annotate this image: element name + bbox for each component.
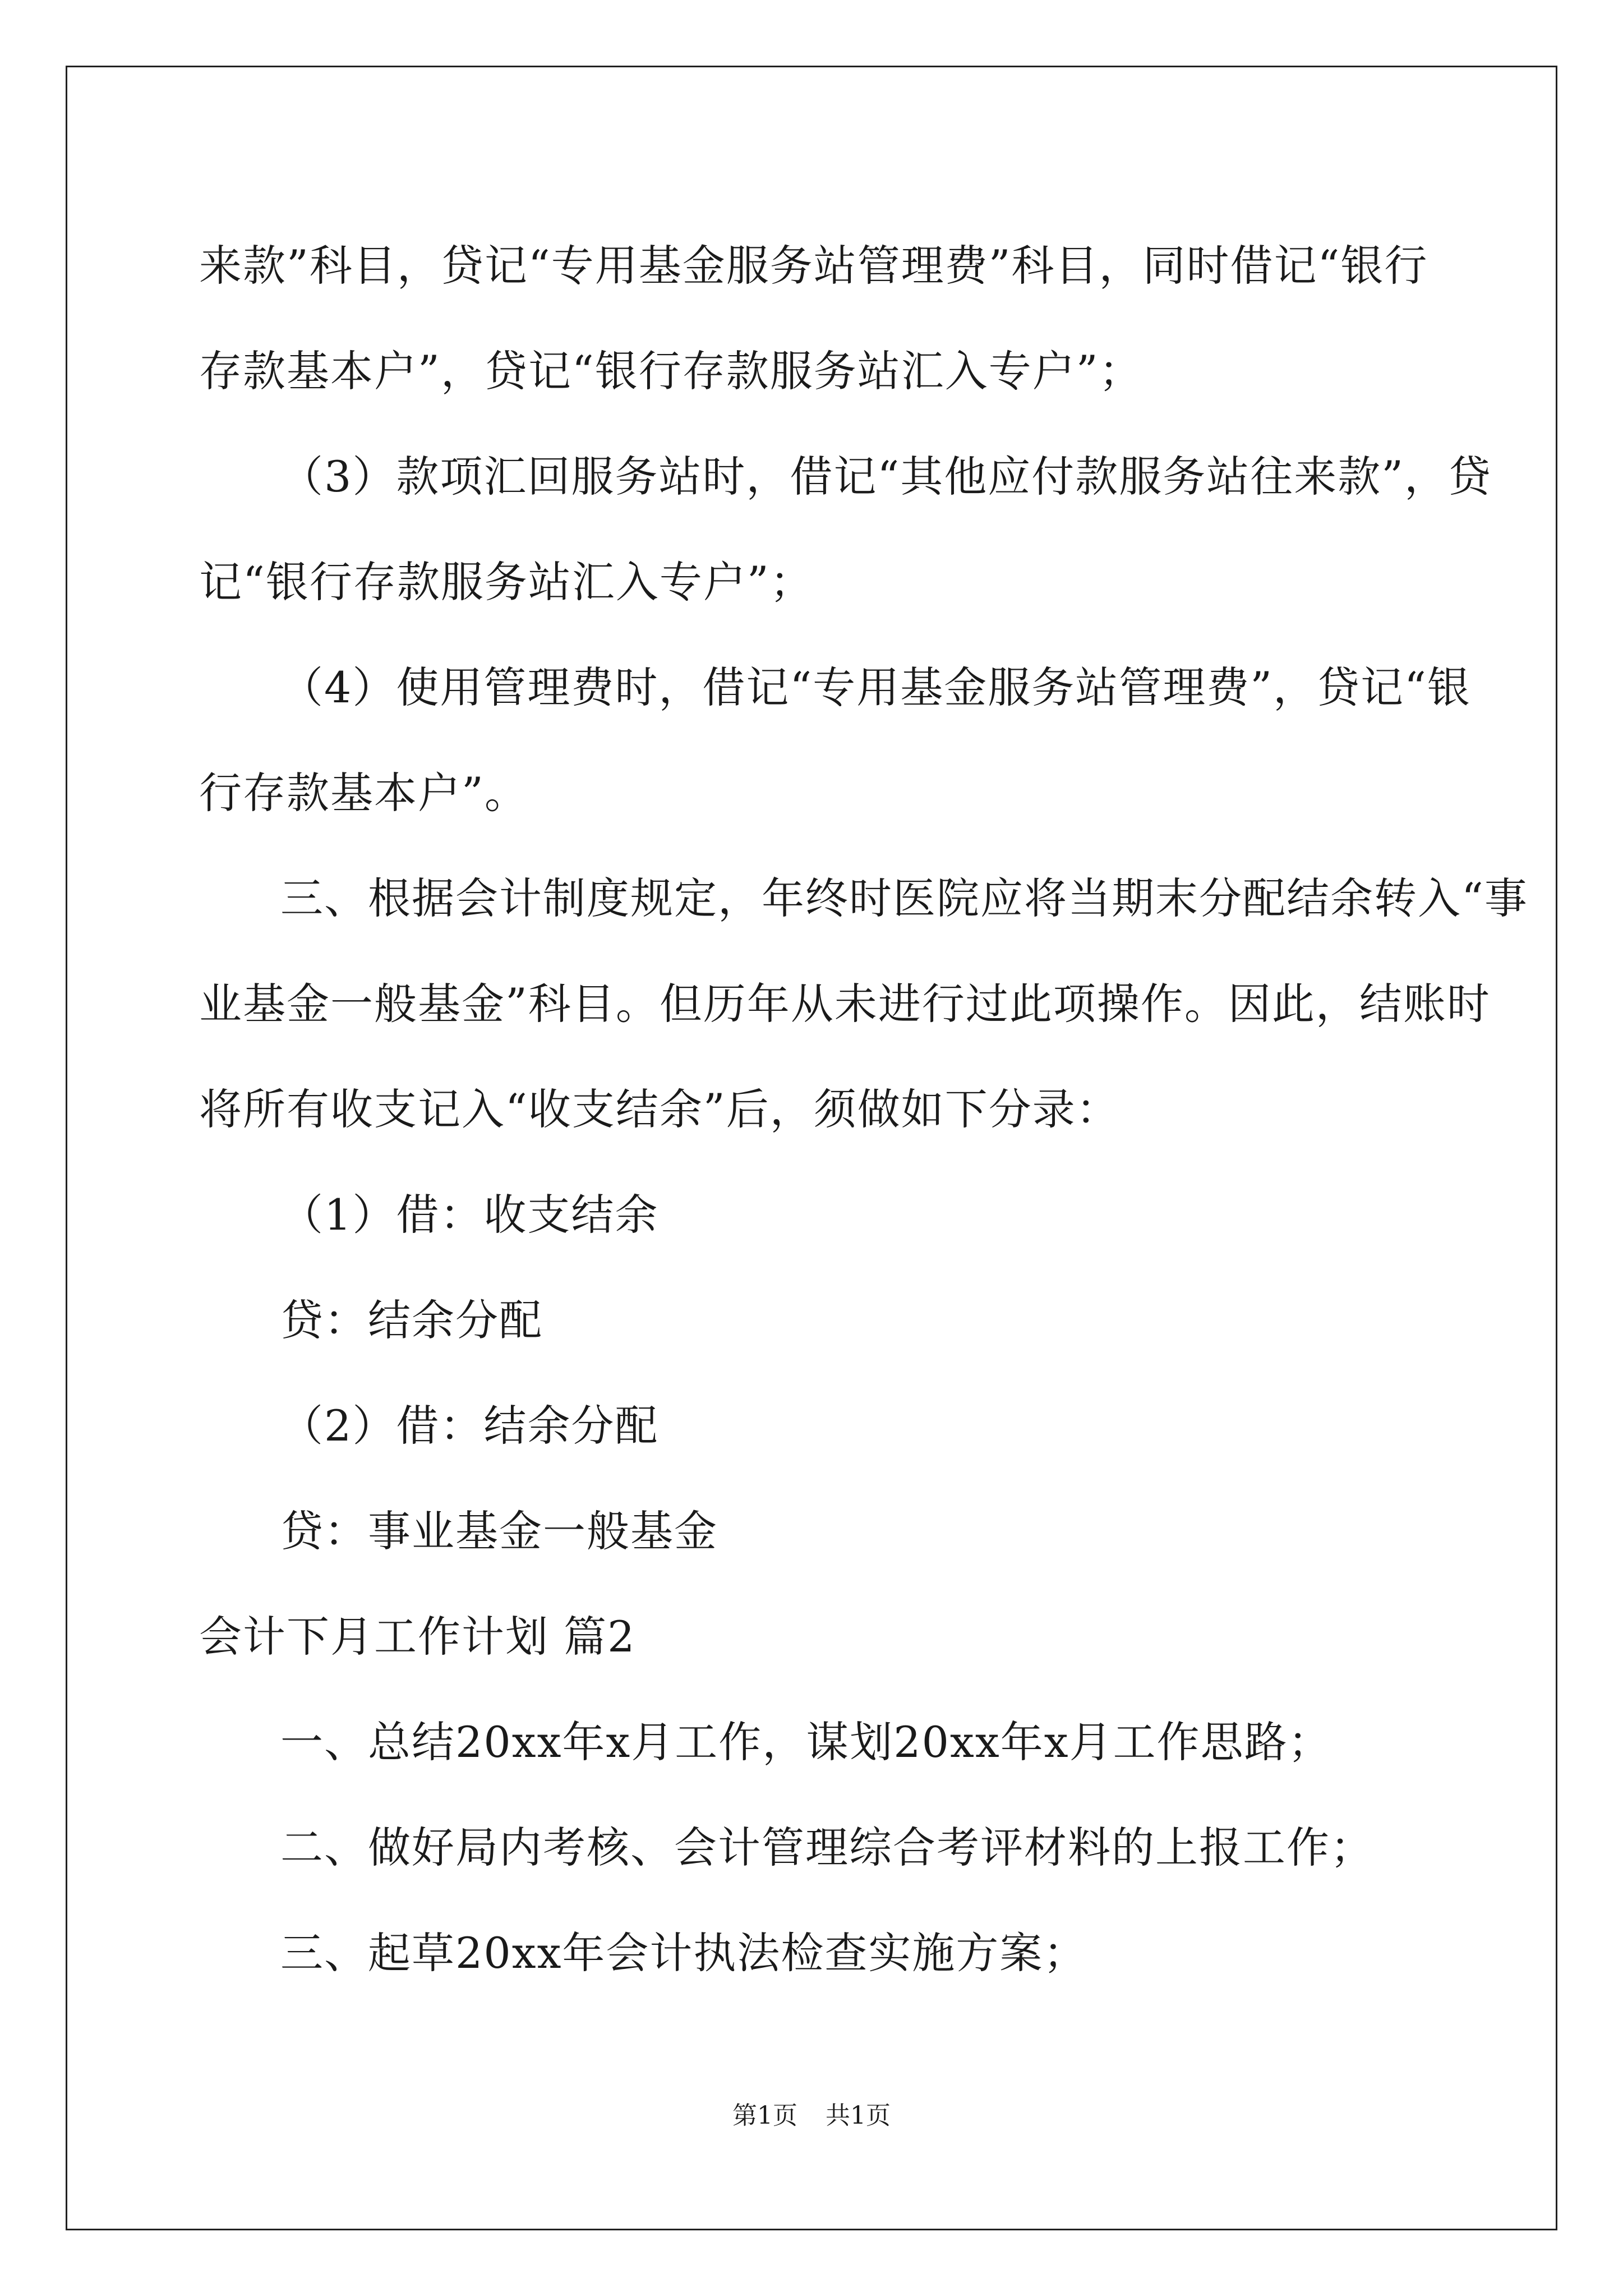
page-footer — [0, 2099, 1623, 2133]
document-body — [199, 213, 1528, 2006]
text-line-2: 存款基本户”，贷记“银行存款服务站汇入专户”； — [199, 346, 1143, 396]
page-number: 第1页 — [732, 2101, 797, 2130]
text-line-15: 一、总结20xx年x月工作，谋划20xx年x月工作思路； — [280, 1717, 1332, 1767]
text-line-6: 行存款基本户”。 — [199, 768, 528, 818]
text-line-8: 业基金一般基金”科目。但历年从未进行过此项操作。因此，结账时 — [199, 979, 1491, 1029]
text-line-10: （1）借：收支结余 — [280, 1190, 659, 1240]
text-line-4: 记“银行存款服务站汇入专户”； — [199, 557, 814, 607]
text-line-3: （3）款项汇回服务站时，借记“其他应付款服务站往来款”，贷 — [280, 452, 1492, 501]
text-line-5: （4）使用管理费时，借记“专用基金服务站管理费”，贷记“银 — [280, 662, 1471, 712]
text-line-7: 三、根据会计制度规定，年终时医院应将当期末分配结余转入“事 — [280, 873, 1528, 923]
section-heading: 会计下月工作计划 篇2 — [199, 1612, 636, 1662]
page-count: 共1页 — [826, 2101, 891, 2130]
text-line-16: 二、做好局内考核、会计管理综合考评材料的上报工作； — [280, 1823, 1374, 1872]
text-line-9: 将所有收支记入“收支结余”后，须做如下分录： — [199, 1084, 1120, 1134]
text-line-13: 贷：事业基金一般基金 — [280, 1506, 718, 1556]
text-line-1: 来款”科目，贷记“专用基金服务站管理费”科目，同时借记“银行 — [199, 241, 1428, 291]
text-line-12: （2）借：结余分配 — [280, 1401, 659, 1451]
text-line-11: 贷：结余分配 — [280, 1295, 543, 1345]
text-line-17: 三、起草20xx年会计执法检查实施方案； — [280, 1928, 1087, 1978]
